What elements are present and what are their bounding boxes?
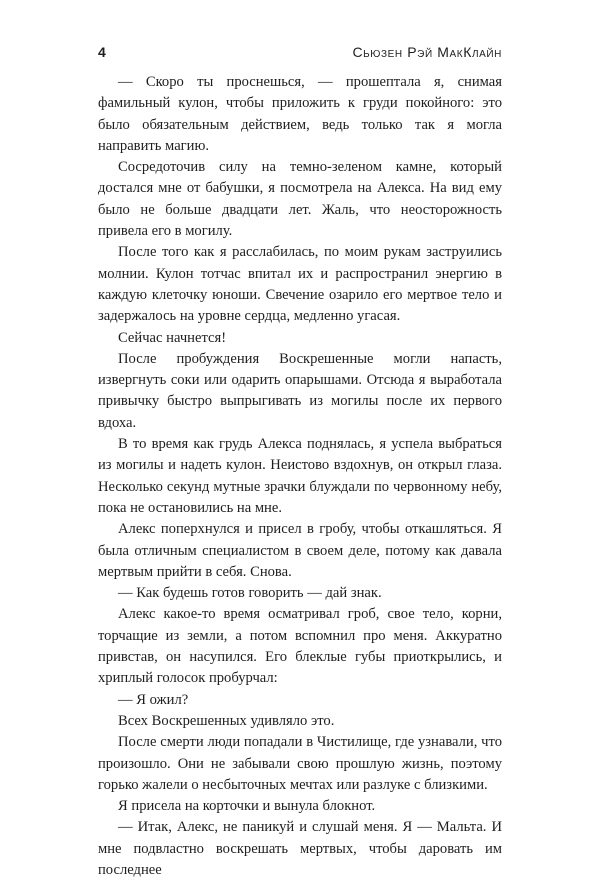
paragraph: — Как будешь готов говорить — дай знак. — [118, 585, 382, 602]
page-number: 4 — [98, 44, 106, 60]
page-header — [98, 44, 502, 66]
running-head-author: Сьюзен Рэй МакКлайн — [352, 44, 502, 60]
paragraph: Я присела на корточки и вынула блокнот. — [118, 798, 376, 815]
paragraph: — Итак, Алекс, не паникуй и слушай меня. Я — Мальта. И мне подвластно воскрешать мертвых, чтобы даровать им последнее — [98, 819, 502, 878]
paragraph: После того как я расслабилась, по моим рукам заструились молнии. Кулон тотчас впитал их и распространил энергию в каждую клеточку юноши. Свечение озарило его мертвое тело и задержалось на уровне сердца, медленно угасая. — [98, 244, 502, 325]
paragraph: Алекс какое-то время осматривал гроб, свое тело, корни, торчащие из земли, а потом вспомнил про меня. Аккуратно привстав, он насупился. Его блеклые губы приоткрылись, и хриплый голосок пробурчал: — [98, 606, 502, 687]
paragraph: После пробуждения Воскрешенные могли напасть, извергнуть соки или одарить опарышами. Отсюда я выработала привычку быстро выпрыгивать из могилы после их первого вдоха. — [98, 350, 502, 431]
body-text — [98, 72, 502, 881]
paragraph: Всех Воскрешенных удивляло это. — [118, 712, 335, 729]
paragraph: После смерти люди попадали в Чистилище, где узнавали, что произошло. Они не забывали свою прошлую жизнь, поэтому горько жалели о несбыточных мечтах или разлуке с близкими. — [98, 734, 502, 793]
paragraph: В то время как грудь Алекса поднялась, я успела выбраться из могилы и надеть кулон. Неистово вздохнув, он открыл глаза. Несколько секунд мутные зрачки блуждали по червонному небу, пока не остановились на мне. — [98, 436, 502, 516]
paragraph: — Скоро ты проснешься, — прошептала я, снимая фамильный кулон, чтобы приложить к груди покойного: это было обязательным действием, ведь только так я могла направить магию. — [98, 74, 502, 154]
paragraph: — Я ожил? — [118, 691, 189, 708]
paragraph: Сейчас начнется! — [118, 329, 227, 346]
paragraph: Алекс поперхнулся и присел в гробу, чтобы откашляться. Я была отличным специалистом в своем деле, потому как давала мертвым прийти в себя. Снова. — [98, 521, 502, 580]
paragraph: Сосредоточив силу на темно-зеленом камне, который достался мне от бабушки, я посмотрела на Алекса. На вид ему было не больше двадцати лет. Жаль, что неосторожность привела его в могилу. — [98, 159, 502, 240]
